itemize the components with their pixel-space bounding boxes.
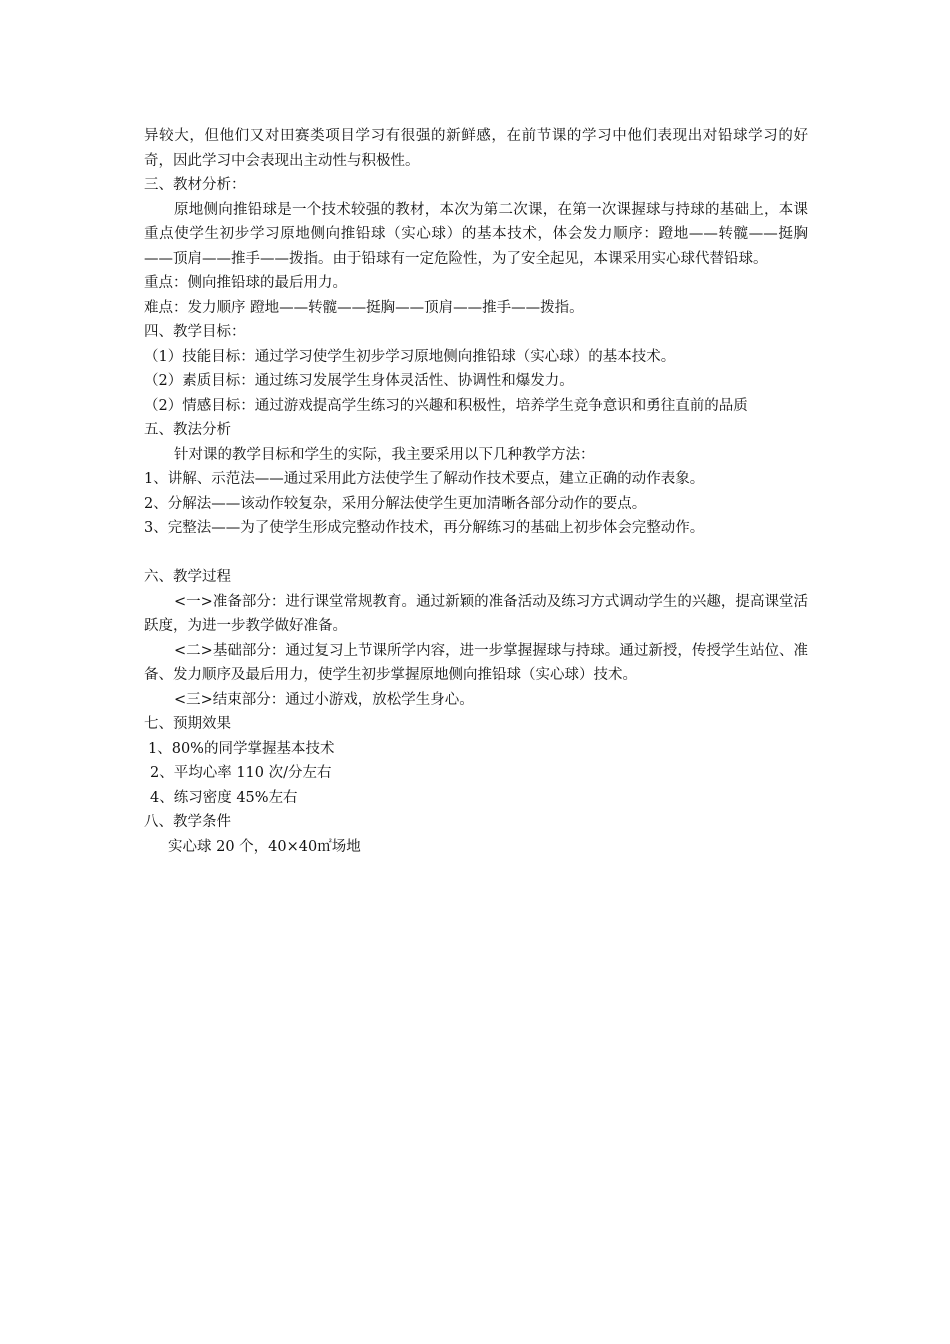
section-7-heading: 七、预期效果 xyxy=(144,716,231,732)
blank-line xyxy=(144,541,808,566)
method-1: 1、讲解、示范法——通过采用此方法使学生了解动作技术要点，建立正确的动作表象。 xyxy=(144,471,705,487)
section-3-paragraph: 原地侧向推铅球是一个技术较强的教材，本次为第二次课，在第一次课握球与持球的基础上，本课重点使学生初步学习原地侧向推铅球（实心球）的基本技术，体会发力顺序：蹬地——转髋——挺胸——顶肩——推手——拨指。由于铅球有一定危险性，为了安全起见，本课采用实心球代替铅球。 xyxy=(144,201,808,267)
effect-1: 1、80%的同学掌握基本技术 xyxy=(148,740,335,757)
key-point: 重点：侧向推铅球的最后用力。 xyxy=(144,275,347,291)
teaching-condition: 实心球 20 个，40×40㎡场地 xyxy=(168,838,361,855)
process-prep: <一>准备部分：进行课堂常规教育。通过新颖的准备活动及练习方式调动学生的兴趣，提高课堂活跃度，为进一步教学做好准备。 xyxy=(144,593,808,634)
document-body xyxy=(144,124,808,859)
section-3-heading: 三、教材分析： xyxy=(144,177,246,193)
method-3: 3、完整法——为了使学生形成完整动作技术，再分解练习的基础上初步体会完整动作。 xyxy=(144,520,705,536)
section-4-heading: 四、教学目标： xyxy=(144,324,246,340)
goal-quality: （2）素质目标：通过练习发展学生身体灵活性、协调性和爆发力。 xyxy=(144,373,574,389)
method-intro: 针对课的教学目标和学生的实际，我主要采用以下几种教学方法： xyxy=(174,446,595,463)
method-2: 2、分解法——该动作较复杂，采用分解法使学生更加清晰各部分动作的要点。 xyxy=(144,495,647,512)
effect-2: 2、平均心率 110 次/分左右 xyxy=(150,765,332,781)
difficulty-point: 难点：发力顺序 蹬地——转髋——挺胸——顶肩——推手——拨指。 xyxy=(144,299,584,316)
effect-3: 4、练习密度 45%左右 xyxy=(150,789,298,806)
goal-skill: （1）技能目标：通过学习使学生初步学习原地侧向推铅球（实心球）的基本技术。 xyxy=(144,348,676,365)
goal-emotion: （2）情感目标：通过游戏提高学生练习的兴趣和积极性，培养学生竞争意识和勇往直前的品质 xyxy=(144,397,748,414)
section-6-heading: 六、教学过程 xyxy=(144,569,231,585)
intro-continuation: 异较大，但他们又对田赛类项目学习有很强的新鲜感，在前节课的学习中他们表现出对铅球学习的好奇，因此学习中会表现出主动性与积极性。 xyxy=(144,128,808,169)
section-8-heading: 八、教学条件 xyxy=(144,814,231,830)
section-5-heading: 五、教法分析 xyxy=(144,422,231,438)
process-basic: <二>基础部分：通过复习上节课所学内容，进一步掌握握球与持球。通过新授，传授学生站位、准备、发力顺序及最后用力，使学生初步掌握原地侧向推铅球（实心球）技术。 xyxy=(144,642,808,683)
process-end: <三>结束部分：通过小游戏，放松学生身心。 xyxy=(174,691,474,708)
